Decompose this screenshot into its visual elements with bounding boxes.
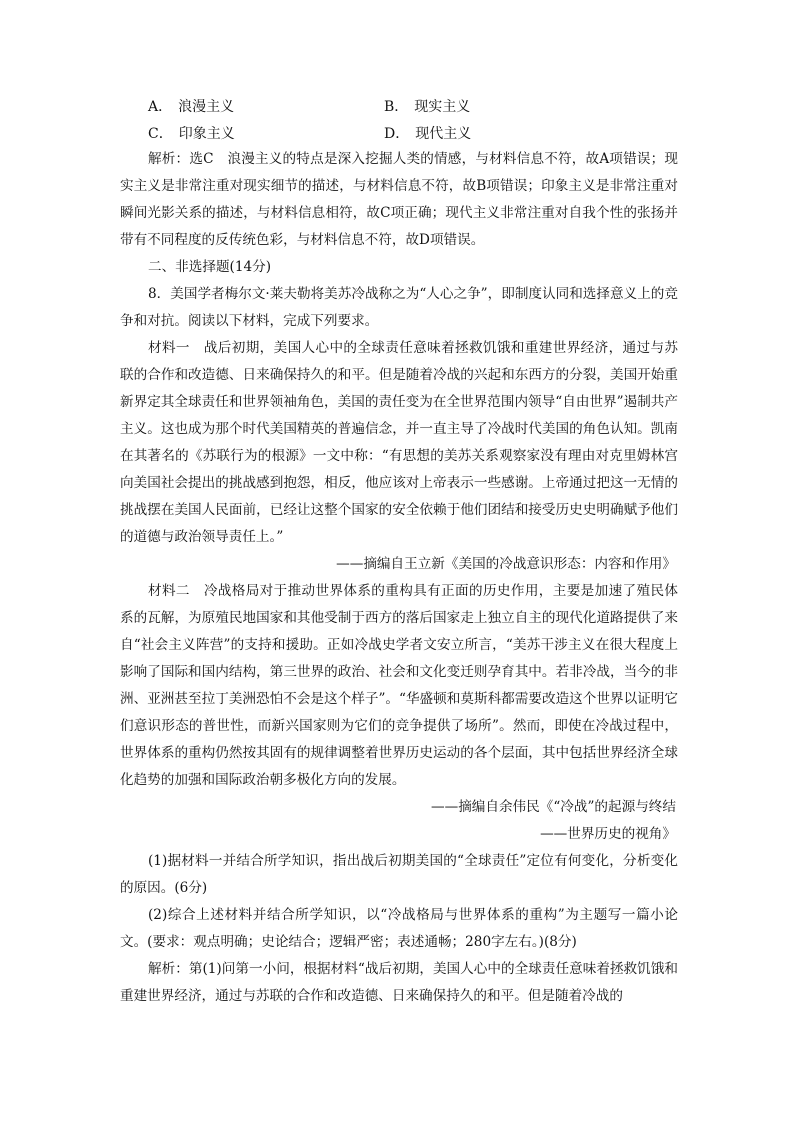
option-a	[120, 96, 384, 116]
material-two: 材料二 冷战格局对于推动世界体系的重构具有正面的历史作用，主要是加速了殖民体系的瓦解，为原殖民地国家和其他受制于西方的落后国家走上独立自主的现代化道路提供了来自“社会主义阵营”的支持和援助。正如冷战史学者文安立所言，“美苏干涉主义在很大程度上影响了国际和国内结构，第三世界的政治、社会和文化变迁则孕育其中。若非冷战，当今的非洲、亚洲甚至拉丁美洲恐怕不会是这个样子”。“华盛顿和莫斯科都需要改造这个世界以证明它们意识形态的普世性，而新兴国家则为它们的竞争提供了场所”。然而，即使在冷战过程中，世界体系的重构仍然按其固有的规律调整着世界历史运动的各个层面，其中包括世界经济全球化趋势的加强和国际政治朝多极化方向的发展。	[120, 583, 678, 788]
question8-stem: 8．美国学者梅尔文·莱夫勒将美苏冷战称之为“人心之争”，即制度认同和选择意义上的竞争和对抗。阅读以下材料，完成下列要求。	[120, 286, 678, 329]
sub-question-1: (1)据材料一并结合所学知识，指出战后初期美国的“全球责任”定位有何变化，分析变化的原因。(6分)	[120, 853, 678, 896]
material-two-source-line2: ——世界历史的视角》	[540, 826, 676, 842]
section-heading: 二、非选择题(14分)	[148, 259, 272, 275]
option-b	[384, 96, 604, 116]
material-one-source: ——摘编自王立新《美国的冷战意识形态：内容和作用》	[336, 556, 676, 572]
page-content	[120, 92, 678, 1010]
option-b-letter: B．	[384, 98, 409, 115]
options-row-cd	[120, 119, 678, 146]
option-d	[384, 123, 604, 143]
option-a-text: 浪漫主义	[178, 98, 235, 115]
material-two-source	[120, 794, 678, 848]
option-d-letter: D．	[384, 125, 410, 142]
option-c	[120, 123, 384, 143]
material-one: 材料一 战后初期，美国人心中的全球责任意味着拯救饥饿和重建世界经济，通过与苏联的合作和改造德、日来确保持久的和平。但是随着冷战的兴起和东西方的分裂，美国开始重新界定其全球责任和世界领袖角色，美国的责任变为在全世界范围内领导“自由世界”遏制共产主义。这也成为那个时代美国精英的普遍信念，并一直主导了冷战时代美国的角色认知。凯南在其著名的《苏联行为的根源》一文中称：“有思想的美苏关系观察家没有理由对克里姆林宫向美国社会提出的挑战感到抱怨，相反，他应该对上帝表示一些感谢。上帝通过把这一无情的挑战摆在美国人民面前，已经让这整个国家的安全依赖于他们团结和接受历史史明确赋予他们的道德与政治领导责任上。”	[120, 340, 678, 545]
analysis-q8: 解析：第(1)问第一小问，根据材料“战后初期，美国人心中的全球责任意味着拯救饥饿和重建世界经济，通过与苏联的合作和改造德、日来确保持久的和平。但是随着冷战的	[120, 961, 678, 1004]
option-c-text: 印象主义	[178, 125, 235, 142]
option-a-letter: A．	[148, 98, 173, 115]
sub-question-2: (2)综合上述材料并结合所学知识，以“冷战格局与世界体系的重构”为主题写一篇小论文。(要求：观点明确；史论结合；逻辑严密；表述通畅；280字左右。)(8分)	[120, 907, 678, 950]
analysis-q7: 解析：选C 浪漫主义的特点是深入挖掘人类的情感，与材料信息不符，故A项错误；现实主义是非常注重对现实细节的描述，与材料信息不符，故B项错误；印象主义是非常注重对瞬间光影关系的描述，与材料信息相符，故C项正确；现代主义非常注重对自我个性的张扬并带有不同程度的反传统色彩，与材料信息不符，故D项错误。	[120, 151, 678, 248]
material-two-source-line1: ——摘编自余伟民《“冷战”的起源与终结	[431, 799, 676, 815]
option-d-text: 现代主义	[415, 125, 472, 142]
options-row-ab	[120, 92, 678, 119]
option-c-letter: C．	[148, 125, 173, 142]
option-b-text: 现实主义	[414, 98, 471, 115]
